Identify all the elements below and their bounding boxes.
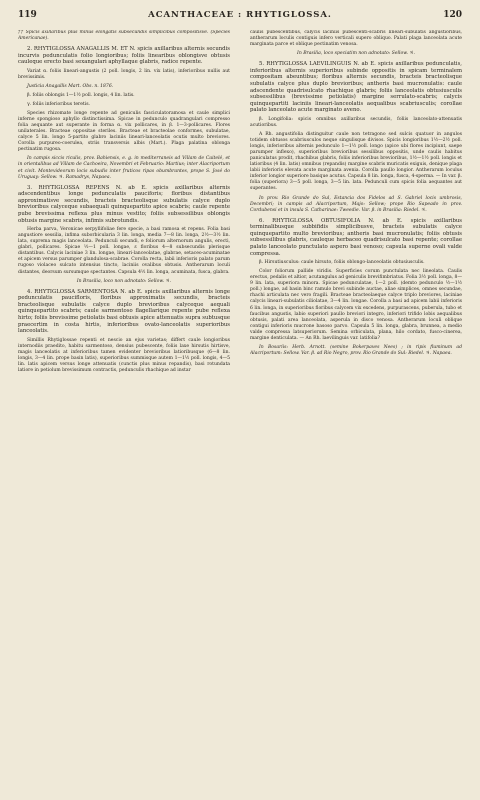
page-title: ACANTHACEAE : RHYTIGLOSSA. [148,10,332,20]
running-header [18,10,462,26]
text-paragraph: †† Spicis axillaribus plus minus elongatis subsecundis simplicibus compositisve. (Species Americanae). [18,30,230,42]
species-heading-paragraph: 3. RHYTIGLOSSA REPENS N. ab E. spicis axillaribus alternis adscendentibus longe pedunculatis pauciforis; floribus distantibus approximatisve secundis, bracteis bracteolisque subulatis calyce duplo brevioribus calyceque subaequali quinquepartito apice scabris; caule repente pube brevissima reflexa plus minus vestito; foliis subsessilibus oblongis obtusis margine scabris, infimis subrotundis. [18,184,230,224]
text-paragraph: γ. foliis inferioribus teretis. [27,102,90,108]
text-paragraph: Herba parva, Veronicae serpyllifoliae fere specie, a basi ramosa et repens. Folia basi angustiore sessilia, infima suborbicularia 3 lin. longa, media 7—8 lin. longa, 2½—3½ lin. lata, suprema magis lanceolata. Pedunculi secundi, e foliorum alternorum angulis, erecti, glabri, pollicares. Spicae ½—1 poll. longae, ε floribus 4—8 subsecundis plerisque distantibus. Calycis laciniae 3 lin. longae, lineari-lanceolatae, glabrae, setaceo-acuminatae et apicem versus parumper glandulosa-scabrae. Corolla recta, labii inferioris palato parum rugoso violaceo sulcato intensius tincto, laciniis ovalibus obtusis. Antherarum loculi distantes, deorsum sursumque spectantes. Capsula 4½ lin. longa, acuminata, fusca, glabra. [18,227,230,275]
text-paragraph: β. Longifolia: spicis omnibus axillaribus secundis, foliis lanceolato-attenuatis acutioribus. [250,116,462,128]
text-paragraph: β. foliis oblongis 1—1½ poll. longis, 4 lin. latis. [27,93,135,99]
page-number-left: 119 [18,10,37,20]
species-heading-paragraph: 4. RHYTIGLOSSA SARMENTOSA N. ab E. spicis axillaribus alternis longe pedunculatis paucifloris, floribus approximatis secundis, bracteis bracteolisque subulatis calyce duplo brevioribus calyceque aequali quinquepartito scabris; caule sarmentoso flagellarique repente pube reflexa hirto; foliis brevissime petiolatis basi obtusis apice attenuatis supra subtusque praecertim in costa hirtis, inferioribus ovato-lanceolatis superioribus lanceolatis. [18,288,230,335]
text-paragraph: Justicia Anagallis Mart. Obs. n. 1876. [27,83,114,89]
species-heading-paragraph: 6. RHYTIGLOSSA OBTUSIFOLIA N. ab E. spicis axillaribus terminalibusque subbifidis simplicibusve, bracteis subulatis calyce quinquepartito multo brevioribus; antheris basi mucronulatis; foliis obtusis subsessilibus glabris, cauleque herbaceo quadrisulcato basi repente; corollae palato lanceolato punctulato aspero basi venoso; capsula superne ovali valde compressa. [250,217,462,257]
right-column [250,30,462,790]
species-heading-paragraph: 5. RHYTIGLOSSA LAEVILINGUIS N. ab E. spicis axillaribus pedunculatis, inferioribus alternis superioribus subinde oppositis in spicam terminalem compositam abeuntibus; floribus alternis secundis, bracteis bracteolisque subulatis calyce plus duplo brevioribus; antheris basi mucronulatis: caule adscendente quadrisulcato rhachique glabris; foliis lanceolatis obtusiusculis subsessilibus (brevissime petiolatis) margine serrulato-scabris; calycis quinquepartiti laciniis lineari-lanceolatis aequalibus scabriusculis; corollae palato lanceolato acute marginato aveno. [250,61,462,114]
text-paragraph: In Bosariis: Herb. Arnott. (semine Bokerpaves Nees) ; in ripis fluminum ad Alacriportum: Sellow. Var. β. ad Rio Negro, prov. Rio Grande do Sul: Riedel. ♃. Napaea. [250,344,462,356]
text-paragraph: In campis siccis riculis, prov. Bahiensis, e. g. in mediterraneis ad Villam de Caitelé, et in orientalibus ad Villam de Cachoeira, Novembri et Februario: Martius; inter Alacriportum et civit. Montevideorum locis subudis inter fruticos ripas obumbrantes, prope S. José do Uruguay: Sellow. ♃. Ramadrys, Napaea. [18,156,230,180]
text-paragraph: Color foliorum pallide viridis. Superficies corum punctulata nec lineolata. Caulis erectus, pedalis et altior, acutangulus ad geniculis brevifimbriatus. Folia 3½ poll. longa, 8—9 lin. lata, superiora minora. Spicae pedunculatae, 1—2 poll. (demto pedunculo ½—1½ poll.) longae, ad basin binc ramulo brevi subinde auctae, aliae simplices, omnes secundae, rhachi articulata nec vero fragili. Bracteae bracteolaeque calyce triplo breviores, laciniae calycis lineari-subulatis ciliolatae, 3—4 lin. longae. Corolla a basi ad apicem labii inferioris 6 lin. longa, in superioribus floribus calycem vix excedens, purpurascens, puberula, tubo et faucibus angustis, labio superiori paullo breviori integro, inferiori trifido lobis aequalibus obtusis, palati area lanceolata, asperula in disco venosa. Antherarum loculi oblique contigui inferioris mucrone basoso parvo. Capsula 5 lin. longa, glabra, brunnea, a medio valde compressa latsuperiorum. Semina orbiculata, plana, hilo cordato, fusco-cinerea, margine denticulata. — An Rh. laevilinguis var. latifolia? [250,269,462,341]
text-columns [18,30,462,790]
species-heading-paragraph: 2. RHYTIGLOSSA ANAGALLIS M. ET N. spicis axillaribus alternis secundis incurvis pedunculatis folio longioribus; foliis linearibus oblongisve obtusis cauleque erecto basi sexangulari aphyllaque glabris, radice repente. [18,46,230,66]
text-paragraph: In prov. Rio Grande do Sul, Estancia dos Fidelos ad S. Gabriel locis umbrosis, Decembri; in campis ad Alacriportum, Majo: Sellow; prope Rio Sapeado in prov. Cordubensi et in insula S. Catharinae: Tweedie. Var. β. in Brasilia: Riedel. ♃. [250,195,462,213]
text-paragraph: Variat α. foliis lineari-angustis (2 poll. longis, 2 lin. vix latis), inferioribus nullis aut brevissimis. [18,68,230,80]
text-paragraph: In Brasilia, loco speciatim non adnotato: Sellow. ♃. [297,51,415,57]
text-paragraph: A Rh. angustifolia distinguitur caule non tetragono sed sulcis quatuor in angulos totidem obtusos scabriusculos neque singulisque divisos. Spicis longioribus 1½—2½ poll. longis, inferioribus alternis pedunculo 1—1½ poll. longo (apice ubi flores incipiunt, saepe parumper inflexo), superioribus brevioribus sessilibus oppositis, unde caulis habitus paniculatus prodit, rhachibus glabris, foliis inferioribus brevioribus, 1½—1½ poll. longis et latioribus (4 lin. latis) omnibus (repandis) margine scabris muricatis exiguis, denique plaga labii inferioris elevata acute marginata avenia. Corolla paullo longior. Antherarum loculus inferior longior superiore basique acutus. Capsula 8 lin. longa, fusca, 4-sperma. — In var. β. folia (superiora) 3—5 poll. longa, 3—5 lin. lata. Pedunculi cum spicis folia aequantes aut superantes. [250,132,462,192]
page-number-right: 120 [443,10,462,20]
text-paragraph: caulis pubescentibus, calycis laciniis pubescenti-scabris lineari-subulatis angustioribus, antherarum loculis contiguis infero verticali supero obliquo. Palati plaga lanceolata acute marginata parce et oblique pectinatim venosa. [250,30,462,48]
text-paragraph: β. Hirsutiusculus: caule hirsuto, foliis oblongo-lanceolatis obtusiusculis. [259,260,425,266]
left-column [18,30,230,790]
text-paragraph: In Brasilia, loco non adnotato: Sellow. ♃. [76,278,172,284]
text-paragraph: Species rhizomate longe repente ad geniculis fasciculatoramosa et caule simplici inferne spongioso aphyllo distinctissima. Spicae in pedunculo quadrangulari compresso folia aequante aut superante in forma α. vix pollicares, in β. 1—3-pollicares. Flores unilaterales. Bracteae oppositae steriles. Bracteae et bracteolae conformes, subulatae, calyce 5 lin. longo 5-partito glabro laciniis lineari-lanceolatis ocutis multo breviores. Corolla purpureo-coerulea, striis transversis albis (Mart.). Plaga palatina oblonga pectinatim rugosa. [18,111,230,153]
text-paragraph: Simillis Rhytiglossae repenti et nescio an ejus varietas; differt caule longioribus internodiis praedito, habitu sarmentoso, densius pubescente, foliis laxe hirsutis hirtisve, magis lanceolatis at inferioribus tamen evidenter brevioribus latioribusque (6—8 lin. longis, 3—4 lin. prope basin latis), superioribus summisque autem 1—1½ poll. longis, 4—5 lin. latis apicem versus longe attenuatis (cunctis plus minus repandis), basi rotundata latiore in petiolum brevissimum contractis, pedunculis rhachique ad instar [18,337,230,373]
